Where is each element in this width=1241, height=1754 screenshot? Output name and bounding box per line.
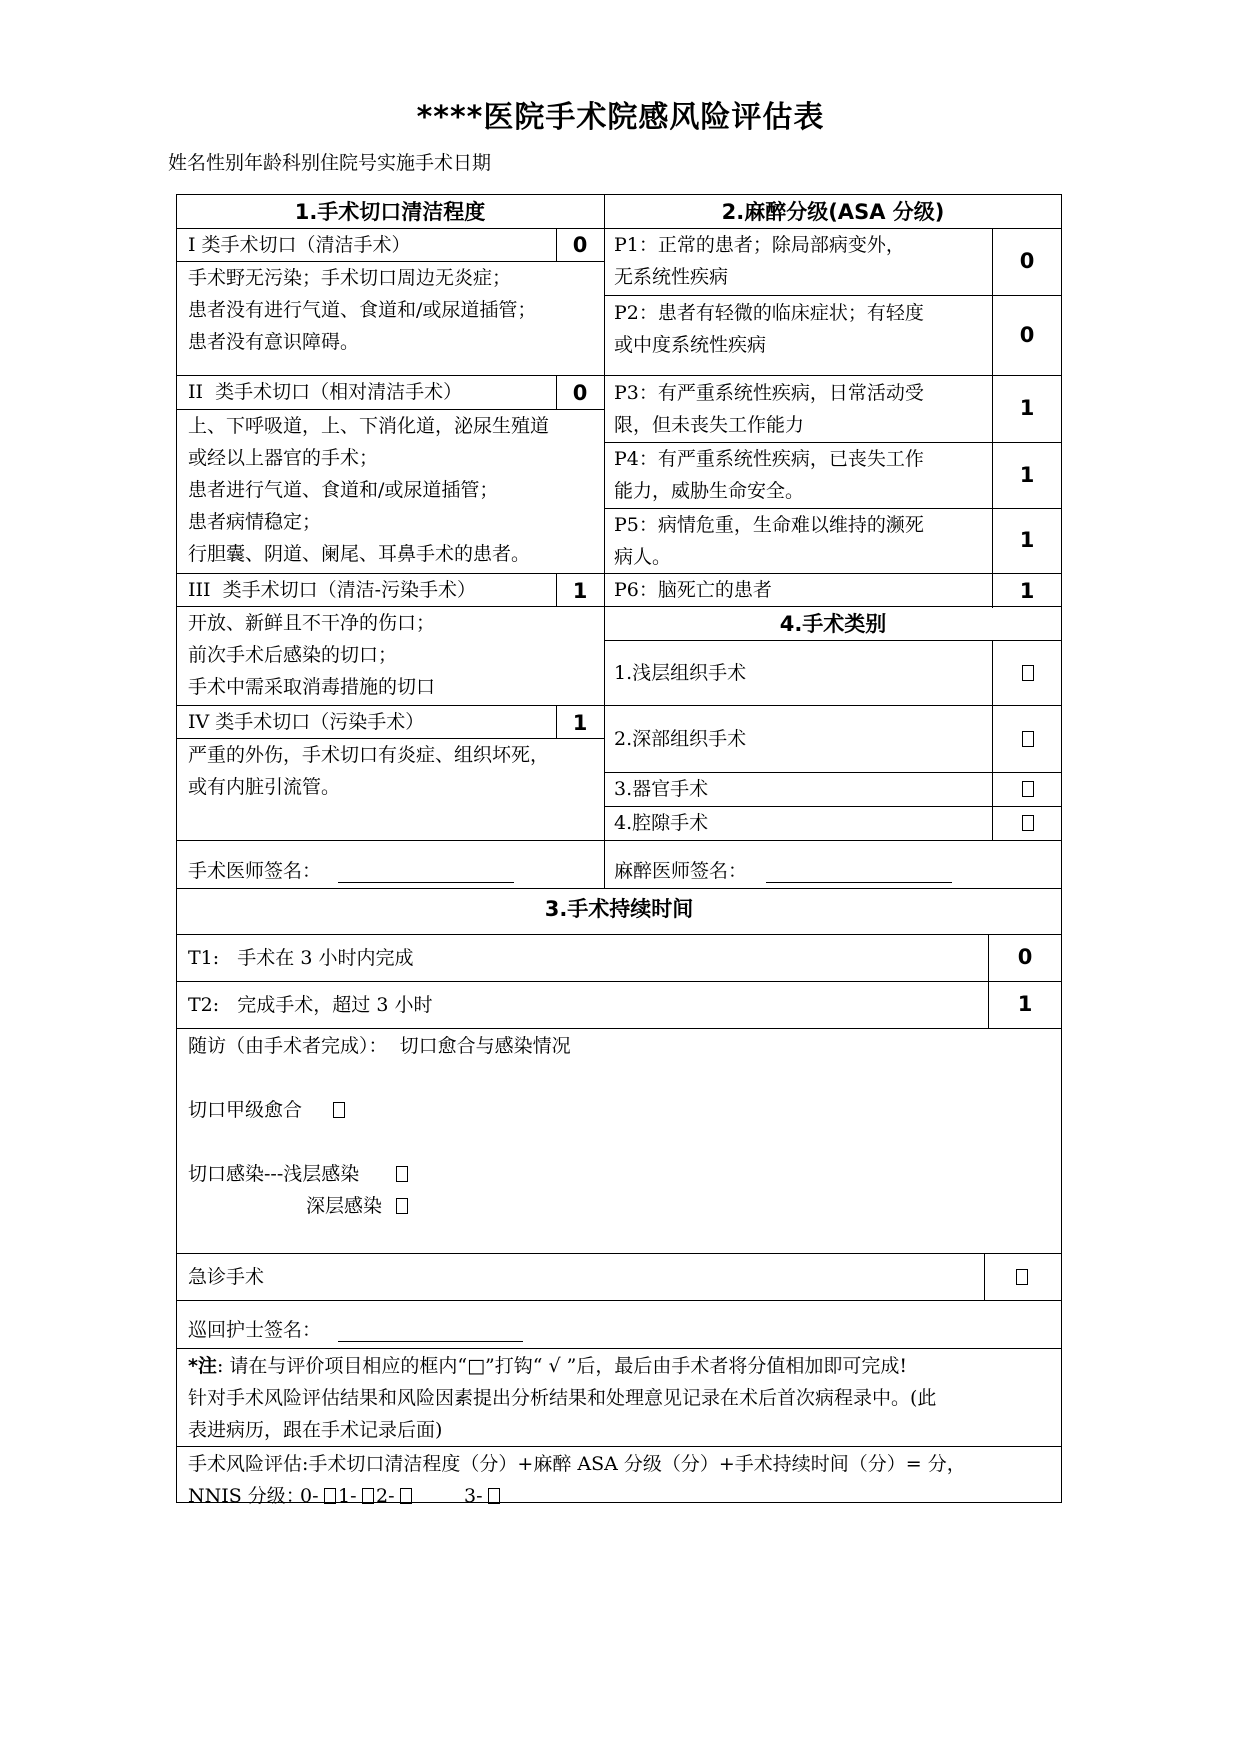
nnis-grade-0: 0- [300,1485,319,1507]
asa-p3-line2: 限，但未丧失工作能力 [614,414,805,436]
surgery-type-3-checkbox[interactable] [1022,781,1034,797]
patient-info-line: 姓名性别年龄科别住院号实施手术日期 [168,152,492,174]
category1-desc-3: 患者没有意识障碍。 [188,331,360,353]
nurse-signature-field[interactable] [338,1341,523,1342]
category3-score: 1 [572,579,588,603]
nurse-signature-label: 巡回护士签名： [188,1319,322,1341]
category2-desc-1: 上、下呼吸道，上、下消化道，泌尿生殖道 [188,415,550,437]
category2-desc-3: 患者进行气道、食道和/或尿道插管； [188,479,499,501]
category4-desc-1: 严重的外伤，手术切口有炎症、组织坏死， [188,744,550,766]
emergency-surgery-label: 急诊手术 [188,1266,265,1288]
surgeon-signature-field[interactable] [338,882,514,883]
anesthetist-signature-field[interactable] [766,882,952,883]
category1-label: I 类手术切口（清洁手术） [188,234,411,256]
section2-header: 2.麻醉分级(ASA 分级) [721,200,945,224]
followup-superficial-checkbox[interactable] [396,1166,408,1182]
summary-nnis-line [188,1480,305,1512]
asa-p1-score: 0 [1019,249,1035,273]
asa-p2-line2: 或中度系统性疾病 [614,334,767,356]
category1-desc-2: 患者没有进行气道、食道和/或尿道插管； [188,299,537,321]
category2-desc-5: 行胆囊、阴道、阑尾、耳鼻手术的患者。 [188,543,531,565]
surgery-type-2: 2.深部组织手术 [614,728,747,750]
nnis-grade-2-checkbox[interactable] [400,1488,412,1504]
asa-p4-line1: P4：有严重系统性疾病，已丧失工作 [614,448,924,470]
followup-infection-label: 切口感染---浅层感染 [188,1163,360,1185]
nnis-grade-3: 3- [464,1485,483,1507]
nnis-prefix: NNIS 分级： [188,1485,305,1507]
nnis-grade-0-checkbox[interactable] [324,1488,336,1504]
category3-desc-3: 手术中需采取消毒措施的切口 [188,676,436,698]
asa-p2-line1: P2：患者有轻微的临床症状；有轻度 [614,302,924,324]
asa-p4-line2: 能力，威胁生命安全。 [614,480,805,502]
category3-desc-2: 前次手术后感染的切口； [188,644,398,666]
category4-score: 1 [572,711,588,735]
surgery-type-3: 3.器官手术 [614,778,709,800]
duration-t1-score: 0 [1017,945,1033,969]
asa-p1-line2: 无系统性疾病 [614,266,729,288]
summary-formula: 手术风险评估:手术切口清洁程度（分）+麻醉 ASA 分级（分）+手术持续时间（分）= 分， [188,1453,966,1475]
nnis-grade-1-checkbox[interactable] [362,1488,374,1504]
category2-desc-2: 或经以上器官的手术； [188,447,379,469]
note-line-3: 表进病历，跟在手术记录后面) [188,1419,443,1441]
anesthetist-signature-label: 麻醉医师签名： [614,860,748,882]
section4-header: 4.手术类别 [779,612,887,636]
surgeon-signature-label: 手术医师签名： [188,860,322,882]
category3-desc-1: 开放、新鲜且不干净的伤口； [188,612,436,634]
followup-healing-label: 切口甲级愈合 [188,1099,303,1121]
section3-header: 3.手术持续时间 [544,897,694,921]
surgery-type-4-checkbox[interactable] [1022,815,1034,831]
nnis-grade-3-checkbox[interactable] [488,1488,500,1504]
nnis-grade-2: 2- [376,1485,395,1507]
category2-desc-4: 患者病情稳定； [188,511,322,533]
emergency-surgery-checkbox[interactable] [1016,1269,1028,1285]
asa-p3-line1: P3：有严重系统性疾病，日常活动受 [614,382,924,404]
surgery-type-1-checkbox[interactable] [1022,665,1034,681]
asa-p1-line1: P1：正常的患者；除局部病变外， [614,234,905,256]
duration-t1-label: T1: 手术在 3 小时内完成 [188,947,414,969]
category1-desc-1: 手术野无污染；手术切口周边无炎症； [188,267,512,289]
category1-score: 0 [572,233,588,257]
followup-healing-checkbox[interactable] [333,1102,345,1118]
category2-label: II 类手术切口（相对清洁手术） [188,381,463,403]
category3-label: III 类手术切口（清洁-污染手术） [188,579,477,601]
page-title: ****医院手术院感风险评估表 [416,100,825,135]
category2-score: 0 [572,381,588,405]
followup-deep-checkbox[interactable] [396,1198,408,1214]
note-line-1 [188,1350,907,1382]
asa-p5-line1: P5：病情危重，生命难以维持的濒死 [614,514,924,536]
note-line-2: 针对手术风险评估结果和风险因素提出分析结果和处理意见记录在术后首次病程录中。(此 [188,1387,937,1409]
surgery-type-4: 4.腔隙手术 [614,812,709,834]
nnis-grade-1: 1- [338,1485,357,1507]
category4-label: IV 类手术切口（污染手术） [188,711,425,733]
followup-deep-label: 深层感染 [306,1195,383,1217]
asa-p2-score: 0 [1019,323,1035,347]
duration-t2-label: T2: 完成手术，超过 3 小时 [188,994,433,1016]
asa-p6-label: P6：脑死亡的患者 [614,579,772,601]
surgery-type-1: 1.浅层组织手术 [614,662,747,684]
asa-p3-score: 1 [1019,396,1035,420]
followup-title: 随访（由手术者完成）： 切口愈合与感染情况 [188,1035,571,1057]
surgery-type-2-checkbox[interactable] [1022,731,1034,747]
asa-p6-score: 1 [1019,579,1035,603]
asa-p5-score: 1 [1019,528,1035,552]
asa-p4-score: 1 [1019,463,1035,487]
note-text-1: : 请在与评价项目相应的框内“□”打钩“ √ ”后，最后由手术者将分值相加即可完成! [216,1355,908,1377]
duration-t2-score: 1 [1017,992,1033,1016]
asa-p5-line2: 病人。 [614,546,672,568]
section1-header: 1.手术切口清洁程度 [294,200,486,224]
note-marker: *注 [188,1355,217,1377]
category4-desc-2: 或有内脏引流管。 [188,776,341,798]
